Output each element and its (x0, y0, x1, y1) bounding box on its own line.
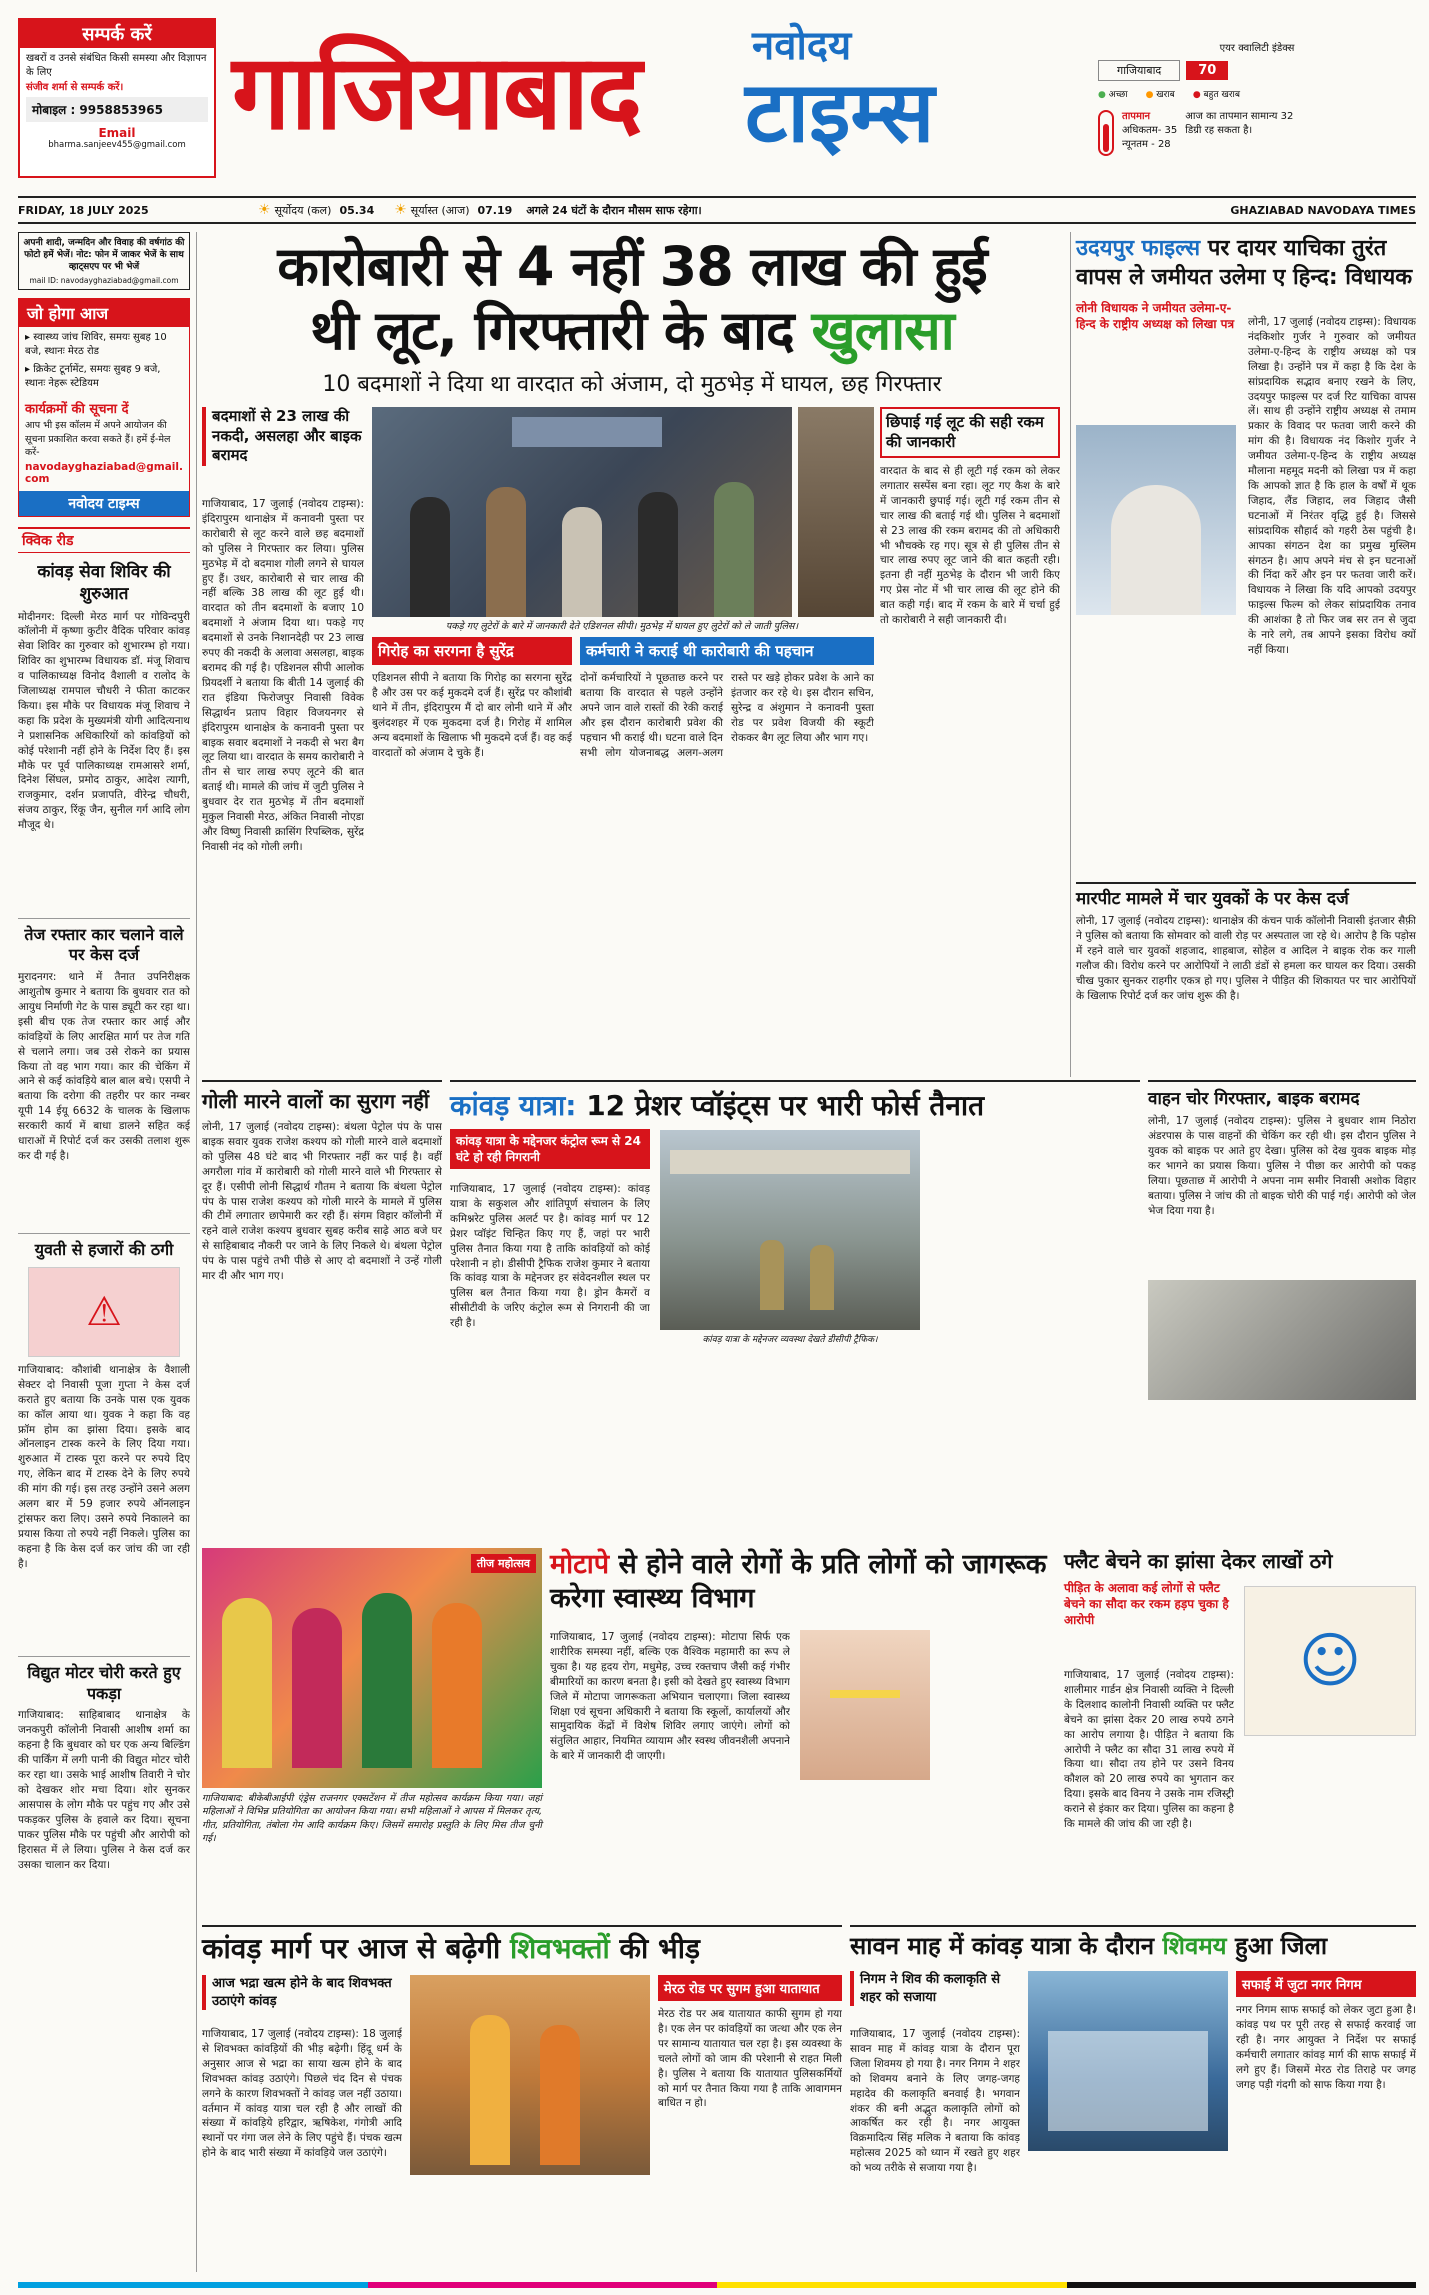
udaipur-mugshot (1076, 425, 1236, 615)
safai-body: नगर निगम साफ सफाई को लेकर जुटा हुआ है। कांवड़ पथ पर पूरी तरह से सफाई करवाई जा रही है। नगर आयुक्त ने निर्देश पर सफाई कर्मचारी लगातार कांवड़ मार्ग की साफ सफाई में लगे हुए हैं। जिसमें मेरठ रोड तिराहे पर जगह जगह पड़ी गंदगी को साफ किया गया है। (1236, 2004, 1416, 2091)
teej-label: तीज महोत्सव (471, 1554, 536, 1573)
contact-body: खबरों व उनसे संबंधित किसी समस्या और विज्ञापन के लिए (26, 53, 207, 78)
vahan-body-2 (1148, 1404, 1416, 1544)
karyakram-body: आप भी इस कॉलम में अपने आयोजन की सूचना प्रकाशित करवा सकते हैं। हमें ई-मेल करें- (25, 420, 171, 459)
temp-max: अधिकतम- 35 (1122, 125, 1178, 136)
box2-kicker: गिरोह का सरगना है सुरेंद्र (372, 637, 572, 665)
flat-kicker: पीड़ित के अलावा कई लोगों से फ्लैट बेचने का सौदा कर रकम हड़प चुका है आरोपी (1064, 1581, 1229, 1628)
lead-headline-line2: थी लूट, गिरफ्तारी के बाद खुलासा (310, 298, 954, 362)
jo-hoga-item: ▸ क्रिकेट टूर्नामेंट, समयः सुबह 9 बजे, स्थानः नेहरू स्टेडियम (25, 364, 161, 390)
udaipur-body-left (1076, 625, 1236, 875)
motape-body: गाजियाबाद, 17 जुलाई (नवोदय टाइम्स): मोटापा सिर्फ एक शारीरिक समस्या नहीं, बल्कि एक वैश्विक महामारी का रूप ले चुका है। यह हृदय रोग, मधुमेह, उच्च रक्तचाप जैसी कई गंभीर बीमारियों का कारण बनता है। इसी को देखते हुए स्वास्थ्य विभाग जिले में मोटापा जागरूकता अभियान चलाएगा। जिला स्वास्थ्य शिक्षा एवं सूचना अधिकारी ने बताया कि स्कूलों, कार्यालयों और सामुदायिक केंद्रों में विशेष शिविर लगाए जाएंगे। लोगों को संतुलित आहार, नियमित व्यायाम और स्वस्थ जीवनशैली अपनाने के बारे में जानकारी दी जाएगी। (550, 1631, 790, 1763)
promo-text: अपनी शादी, जन्मदिन और विवाह की वर्षगांठ की फोटो हमें भेजें। नोट: फोन में जाकर भेजें के साथ व्हाट्सएप पर भी भेजें (23, 238, 185, 273)
aqi-value: 70 (1186, 61, 1228, 80)
kanwar-story (450, 1080, 1140, 1540)
quick-item-title: विद्युत मोटर चोरी करते हुए पकड़ा (18, 1656, 190, 1705)
quick-item-body: गाजियाबाद: कौशांबी थानाक्षेत्र के वैशाली सेक्टर दो निवासी पूजा गुप्ता ने केस दर्ज कराते हुए बताया कि उनके पास एक युवक का कॉल आया था। युवक ने कहा कि वह फ्रॉम होम का झांसा दिया। इसके बाद ऑनलाइन टास्क करने के लिए दिया गया। शुरुआत में टास्क पूरा करने पर रुपये दिए गए, लेकिन बाद में टास्क देने के लिए रुपये की मांग की गई। इस तरह उन्होंने उसने अलग अलग बार में 59 हजार रुपये ऑनलाइन ट्रांसफर करा लिए। उसने रुपये निकालने का प्रयास किया तो रुपये नहीं निकले। पुलिस का कहना है कि केस दर्ज कर जांच की जा रही है। (18, 1363, 190, 1570)
column-divider (1070, 232, 1071, 1077)
box1-body: वारदात के बाद से ही लूटी गई रकम को लेकर लगातार सस्पेंस बना रहा। लूट गए कैश के बारे में जानकारी छुपाई गई। लूटी गई रकम तीन से चार लाख की बताई गई थी। पुलिस ने बदमाशों से 23 लाख की रकम बरामद की तो अधिकारी भी भौचक्के रह गए। सूत्र से ही पुलिस तीन से चार लाख रुपए लूट जाने की बात कहती रही। इतना ही नहीं मुठभेड़ के दौरान भी जारी किए गए प्रेस नोट में भी चार लाख की लूट होने की बात कही गई। बाद में रकम के बारे में चर्चा हुई तो कारोबारी ने सही जानकारी दी। (880, 465, 1060, 627)
meerut-body: मेरठ रोड पर अब यातायात काफी सुगम हो गया है। एक लेन पर कांवड़ियों का जत्था और एक लेन पर सामान्य यातायात चल रहा है। इस व्यवस्था के चलते लोगों को जाम की परेशानी से राहत मिली है। पुलिस ने बताया कि यातायात पुलिसकर्मियों को मार्ग पर तैनात किया गया है ताकि आवागमन बाधित न हो। (658, 2008, 842, 2110)
motape-body-2 (938, 1630, 1056, 1915)
cyber-icon: ⚠ (28, 1267, 180, 1357)
quick-item-body: मोदीनगर: दिल्ली मेरठ मार्ग पर गोविन्दपुरी कॉलोनी में कृष्णा कुटीर वैदिक परिवार कांवड़ सेवा शिविर का गुरुवार को शुभारम्भ हो गया। शिविर का शुभारम्भ विधायक डॉ. मंजू शिवाच व पालिकाध्यक्ष विनोद वैशाली व रालोद के जिलाध्यक्ष रामपाल चौधरी ने फीता काटकर किया। इस मौके पर विधायक मंजू शिवाच ने कहा कि प्रदेश के मुख्यमंत्री योगी आदित्यनाथ ने प्रशासनिक अधिकारियों को कांवड़ियों को कोई परेशानी नहीं होने के निर्देश दिए हैं। इस मौके पर पूर्व पालिकाध्यक्ष रामआसरे शर्मा, दिनेश सिंघल, प्रमोद ठाकुर, आदेश त्यागी, राजकुमार, दर्शन प्रजापति, वीरेन्द्र चौधरी, संजय ठाकुर, रिंकू जैन, सुनील गर्ग आदि लोग मौजूद थे। (18, 610, 190, 832)
safai-box (1236, 1971, 1416, 2272)
kanwar-body: गाजियाबाद, 17 जुलाई (नवोदय टाइम्स): कांवड़ यात्रा के सकुशल और शांतिपूर्ण संचालन के लिए कमिश्नरेट पुलिस अलर्ट पर है। कांवड़ मार्ग पर 12 प्रेशर प्वॉइंट चिन्हित किए गए हैं, जहां पर भारी पुलिस तैनात किया गया है ताकि कांवड़ियों को कोई परेशानी न हो। डीसीपी ट्रैफिक राजेश कुमार ने बताया कि कांवड़ यात्रा के मद्देनजर हर संवेदनशील स्थल पर पुलिस बल तैनात किया गया है। ड्रोन कैमरों व सीसीटीवी के जरिए कंट्रोल रूम से निगरानी की जा रही है। (450, 1183, 650, 1330)
box1 (880, 407, 1060, 827)
motape-photo (800, 1630, 930, 1780)
motape-body-3 (800, 1788, 930, 1915)
jo-hoga-item: ▸ स्वास्थ्य जांच शिविर, समयः सुबह 10 बजे, स्थानः मेरठ रोड (25, 332, 167, 358)
lead-headline (202, 235, 1062, 362)
flat-body: गाजियाबाद, 17 जुलाई (नवोदय टाइम्स): शालीमार गार्डन क्षेत्र निवासी व्यक्ति ने दिल्ली के दिलशाद कालोनी निवासी व्यक्ति पर फ्लैट बेचने का झांसा देकर 20 लाख रुपये ठगने का आरोप लगाया है। पीड़ित ने बताया कि आरोपी ने फ्लैट का सौदा 31 लाख रुपये में किया था। सौदा तय होने पर उसने विनय कौशल को 20 लाख रुपये का भुगतान कर दिया। इसके बाद विनय ने उसके नाम रजिस्ट्री कराने से इंकार कर दिया। पुलिस का कहना है कि मामले की जांच की जा रही है। (1064, 1669, 1234, 1831)
sawan-body: गाजियाबाद, 17 जुलाई (नवोदय टाइम्स): सावन माह में कांवड़ यात्रा के दौरान पूरा जिला शिवमय हो गया है। नगर निगम ने शहर को शिवमय बनाने के लिए जगह-जगह महादेव की कलाकृति बनवाई है। भगवान शंकर की बनी अद्भुत कलाकृति लोगों को आकर्षित कर रही है। नगर आयुक्त विक्रमादित्य सिंह मलिक ने बताया कि कांवड़ महोत्सव 2025 को ध्यान में रखते हुए शहर को भव्य तरीके से सजाया गया है। (850, 2028, 1020, 2175)
contact-title: सम्पर्क करें (20, 20, 214, 48)
meerut-box (658, 1975, 842, 2272)
temp-note: आज का तापमान सामान्य 32 डिग्री रह सकता है। (1185, 111, 1294, 136)
date-strip (18, 196, 1416, 224)
quick-item-body: मुरादनगर: थाने में तैनात उपनिरीक्षक आशुतोष कुमार ने बताया कि बुधवार रात को आयुध निर्माणी गेट के पास ड्यूटी कर रहा था। इसी बीच एक तेज रफ्तार कार आई और कांवड़ियों के लिए आरक्षित मार्ग पर तेज गति से चलाने लगा। जब उसे रोकने का प्रयास किया तो वह भाग गया। कार की चेकिंग में आने से कई कांवड़िये बाल बाल बचे। एसपी ने बताया कि दरोगा की तहरीर पर कार नम्बर यूपी 14 ईयू 6632 के चालक के खिलाफ सरकारी कार्य में बाधा डालने सहित कई धाराओं में रिपोर्ट दर्ज कर उसकी तलाश शुरू कर दी गई है। (18, 971, 190, 1162)
bheed-story (202, 1925, 842, 2275)
aqi-legend-very-bad: ● बहुत खराब (1192, 90, 1240, 100)
kanwar-headline: कांवड़ यात्रा: 12 प्रेशर प्वॉइंट्स पर भारी फोर्स तैनात (450, 1089, 985, 1122)
flat-headline: फ्लैट बेचने का झांसा देकर लाखों ठगे (1064, 1549, 1333, 1573)
udaipur-story (1076, 235, 1416, 875)
marpit-body: लोनी, 17 जुलाई (नवोदय टाइम्स): थानाक्षेत्र की कंचन पार्क कॉलोनी निवासी इंतजार सैफ़ी ने पुलिस को बताया कि सोमवार को वाली रोड़ पर अस्पताल जा रहे थे। आरोप है कि पड़ोस में रहने वाले चार युवकों शहजाद, शाहबाज, सोहेल व आदिल ने बाइक रोक कर गाली गलौज की। विरोध करने पर आरोपियों ने लाठी डंडों से हमला कर घायल कर दिया। उसकी चीख पुकार सुनकर राहगीर एकत्र हो गए। पुलिस ने पीड़ित की शिकायत पर चार आरोपियों के खिलाफ रिपोर्ट दर्ज कर जांच शुरू की है। (1076, 915, 1416, 1002)
kanwar-photo-caption: कांवड़ यात्रा के मद्देनजर व्यवस्था देखते डीसीपी ट्रैफिक। (702, 1335, 878, 1345)
contact-email-label: Email (98, 126, 136, 140)
kanwar-body-2 (660, 1350, 920, 1535)
paper-title-small: नवोदय (752, 23, 852, 69)
lead-body: गाजियाबाद, 17 जुलाई (नवोदय टाइम्स): इंदिरापुरम थानाक्षेत्र में कनावनी पुस्ता पर कारोबारी से लूट करने वाले छह बदमाशों को पुलिस ने गिरफ्तार कर लिया। पुलिस मुठभेड़ में दो बदमाश गोली लगने से घायल हुए हैं। उधर, कारोबारी से चार लाख की नहीं बल्कि 38 लाख की लूट हुई थी। वारदात को तीन बदमाशों के बजाए 10 बदमाशों ने अंजाम दिया था। पकड़े गए बदमाशों से उनके निशानदेही पर 23 लाख रुपए की नकदी के अलावा असलहा, बाइक बरामद की गई है। एडिशनल सीपी आलोक प्रियदर्शी ने बताया कि बीती 14 जुलाई की रात इंडिया फिरोजपुर निवासी विवेक सिद्धार्थन प्रताप विहार विजयनगर से इंदिरापुरम थानाक्षेत्र के कनावनी पुस्ता पर बाइक सवार बदमाशों ने नकदी से भरा बैग लूट लिया था। वारदात के समय कारोबारी ने तीन से चार लाख रुपए लूटने की बात बताई थी। मामले की जांच में जुटी पुलिस ने बुधवार देर रात मुठभेड़ में तीन बदमाशों मुकुल निवासी मेरठ, अंकित निवासी नोएडा और विष्णु निवासी क्रासिंग रिपब्लिक, सुरेंद्र निवासी नंद को गोली लगी। (202, 498, 364, 853)
box1-kicker: छिपाई गई लूट की सही रकम की जानकारी (880, 407, 1060, 458)
sawan-photo (1028, 1971, 1228, 2151)
box2-body: एडिशनल सीपी ने बताया कि गिरोह का सरगना सुरेंद्र है और उस पर कई मुकदमे दर्ज हैं। सुरेंद्र पर कौशांबी थाने में तीन, इंदिरापुरम मैं दो बार लोनी थाने में और बुलंदशहर में एक मुकदमा दर्ज है। गिरोह में शामिल अन्य बदमाशों के खिलाफ भी मुकदमे दर्ज हैं। वह कई वारदातों को अंजाम दे चुके हैं। (372, 672, 572, 759)
contact-email: bharma.sanjeev455@gmail.com (48, 140, 186, 150)
bheed-kicker: आज भद्रा खत्म होने के बाद शिवभक्त उठाएंगे कांवड़ (202, 1975, 402, 2010)
aqi-legend-bad: ● खराब (1145, 90, 1175, 100)
bheed-headline: कांवड़ मार्ग पर आज से बढ़ेगी शिवभक्तों की भीड़ (202, 1932, 700, 1965)
sunrise-label: सूर्योदय (कल) (274, 203, 332, 217)
lead-photo-caption: पकड़े गए लुटेरों के बारे में जानकारी देते एडिशनल सीपी। मुठभेड़ में घायल हुए लुटेरों को ले जाती पुलिस। (445, 621, 799, 632)
marpit-story (1076, 882, 1416, 1072)
paper-title-left: गाजियाबाद (232, 31, 641, 153)
sawan-kicker: निगम ने शिव की कलाकृति से शहर को सजाया (850, 1971, 1020, 2006)
udaipur-headline: उदयपुर फाइल्स पर दायर याचिका तुरंत वापस ले जमीयत उलेमा ए हिन्द: विधायक (1076, 236, 1413, 290)
marpit-headline: मारपीट मामले में चार युवकों के पर केस दर्ज (1076, 889, 1349, 909)
quick-item-body: गाजियाबाद: साहिबाबाद थानाक्षेत्र के जनकपुरी कॉलोनी निवासी आशीष शर्मा का कहना है कि बुधवार को घर एक अन्य बिल्डिंग की पार्किंग में लगी पानी की विद्युत मोटर चोरी कर रहा था। उसके भाई आशीष तिवारी ने चोर को देखकर शोर मचा दिया। शोर सुनकर आसपास के लोग मौके पर पहुंच गए और उसे पकड़कर पुलिस के हवाले कर दिया। सूचना पाकर पुलिस मौके पर पहुंची और आरोपी को हिरासत में ले लिया। पुलिस ने केस दर्ज कर उसका चालान कर दिया। (18, 1709, 190, 1871)
bheed-body: गाजियाबाद, 17 जुलाई (नवोदय टाइम्स): 18 जुलाई से शिवभक्त कांवड़ियों की भीड़ बढ़ेगी। हिंदू धर्म के अनुसार आज से भद्रा का साया खत्म होने के बाद शिवभक्त कांवड़ उठाएंगे। पिछले चंद दिन से पंचक लगने के कारण शिवभक्तों ने कांवड़ जल नहीं उठाया। वर्तमान में कांवड़ यात्रा चल रही है और लाखों की संख्या में कांवड़िये हरिद्वार, ऋषिकेश, गंगोत्री आदि स्थानों पर गंगा जल लेने के लिए पहुंचे हैं। पंचक खत्म होने के बाद भारी संख्या में कांवड़िये जल उठाएंगे। (202, 2028, 402, 2160)
color-bar (18, 2282, 1416, 2288)
sawan-story (850, 1925, 1416, 2275)
quick-item-title: कांवड़ सेवा शिविर की शुरुआत (37, 562, 171, 605)
teej-photo (202, 1548, 542, 1788)
motape-story (550, 1548, 1056, 1918)
lead-photo (372, 407, 792, 617)
promo-email: mail ID: navodayghaziabad@gmail.com (29, 276, 179, 286)
date: FRIDAY, 18 JULY 2025 (18, 203, 149, 217)
jo-hoga-box (18, 298, 190, 517)
sunset-icon: ☀ (394, 202, 407, 218)
kanwar-photo (660, 1130, 920, 1330)
box3 (580, 637, 874, 1047)
sunrise-time: 05.34 (339, 203, 375, 217)
flat-cartoon: ☺ (1244, 1586, 1416, 1736)
quick-item-title: युवती से हजारों की ठगी (18, 1233, 190, 1261)
sawan-headline: सावन माह में कांवड़ यात्रा के दौरान शिवमय हुआ जिला (850, 1932, 1328, 1960)
meerut-kicker: मेरठ रोड पर सुगम हुआ यातायात (658, 1975, 842, 2001)
kanwar-kicker: कांवड़ यात्रा के मद्देनजर कंट्रोल रूम से 24 घंटे हो रही निगरानी (450, 1129, 650, 1169)
sun-icon: ☀ (258, 202, 271, 218)
teej-story (202, 1548, 542, 1918)
lead-headline-line1: कारोबारी से 4 नहीं 38 लाख की हुई (277, 235, 987, 298)
udaipur-body: लोनी, 17 जुलाई (नवोदय टाइम्स): विधायक नंदकिशोर गुर्जर ने गुरुवार को जमीयत उलेमा-ए-हिन्द के राष्ट्रीय अध्यक्ष को पत्र लिखा है। उन्होंने पत्र में कहा है कि देश के सांप्रदायिक सद्भाव बनाए रखने के लिए, उदयपुर फाइल्स पर दर्ज रिट याचिका वापस लें। साथ ही उन्होंने राष्ट्रीय अध्यक्ष से तमाम प्रकार के विवाद पर फतवा जारी करने की मांग की है। विधायक नंद किशोर गुर्जर ने जमीयत उलेमा-ए-हिन्द के राष्ट्रीय अध्यक्ष मौलाना महमूद मदनी को लिखा पत्र में कहा कि आपको ज्ञात है कि हाल के वर्षों में थूक जिहाद, लैंड जिहाद, लव जिहाद जैसी घटनाओं में निरंतर वृद्धि हुई है। जिससे सांप्रदायिक सौहार्द को गहरी ठेस पहुंची है। आपका संगठन देश का प्रमुख मुस्लिम संगठन है। आप अपने मंच से इन घटनाओं की निंदा करें और इन पर फतवा जारी करें। विधायक ने लिखा कि यदि आपको उदयपुर फाइल्स फिल्म को लेकर सांप्रदायिक तनाव की आशंका है तो फिर जब सर तन से जुदा के नारे लगे, तब आपने इसका विरोध क्यों नहीं किया। (1248, 316, 1416, 656)
quick-item-title: तेज रफ्तार कार चलाने वाले पर केस दर्ज (18, 918, 190, 967)
flat-story (1064, 1548, 1416, 1918)
contact-box (18, 18, 216, 178)
vahan-headline: वाहन चोर गिरफ्तार, बाइक बरामद (1148, 1089, 1360, 1109)
temp-min: न्यूनतम - 28 (1122, 139, 1171, 150)
goli-body: लोनी, 17 जुलाई (नवोदय टाइम्स): बंथला पेट्रोल पंप के पास बाइक सवार युवक राजेश कश्यप को गोली मारने वाले बदमाशों को पुलिस 48 घंटे बाद भी गिरफ्तार नहीं कर पाई है। वहीं अगरौला गांव में कारोबारी को गोली मारने वाले भी गिरफ्तार से दूर हैं। एसीपी लोनी सिद्धार्थ गौतम ने बताया कि बंथला पेट्रोल पंप के पास राजेश कश्यप को गोली मारने के मामले में पुलिस की टीमें लगातार छापेमारी कर रही हैं। संगम विहार कॉलोनी में रहने वाले राजेश कश्यप बुधवार सुबह करीब साढ़े आठ बजे घर से साहिबाबाद नौकरी पर जाने के लिए निकले थे। बंथला पेट्रोल पंप के पास पहुंचे तभी पीछे से आए दो बदमाशों ने उन्हें गोली मार दी और भाग गए। (202, 1121, 442, 1283)
promo-box (18, 232, 190, 290)
contact-mobile: मोबाइल : 9958853965 (26, 97, 208, 122)
contact-person: संजीव शर्मा से सम्पर्क करें। (26, 82, 124, 93)
lead-photo-2 (798, 407, 874, 617)
temp-label: तापमान (1122, 111, 1151, 122)
jo-hoga-title: जो होगा आज (19, 299, 189, 327)
sawan-body-2 (1028, 2157, 1228, 2272)
lead-story (202, 235, 1062, 1055)
box3-kicker: कर्मचारी ने कराई थी कारोबारी की पहचान (580, 637, 874, 665)
aqi-title: एयर क्वालिटी इंडेक्स (1219, 43, 1295, 54)
sunset-label: सूर्यास्त (आज) (410, 203, 470, 217)
lead-side-kicker: बदमाशों से 23 लाख की नकदी, असलहा और बाइक बरामद (202, 407, 364, 466)
goli-headline: गोली मारने वालों का सुराग नहीं (202, 1089, 430, 1113)
vahan-body: लोनी, 17 जुलाई (नवोदय टाइम्स): पुलिस ने बुधवार शाम निठोरा अंडरपास के पास वाहनों की चेकिंग कर रही थी। इस दौरान पुलिस ने युवक को बाइक पर आते हुए देखा। पुलिस को देख युवक बाइक मोड़ कर भागने का प्रयास किया। पुलिस ने पीछा कर आरोपी को पकड़ लिया। पूछताछ में आरोपी ने अपना नाम समीर निवासी अशोक विहार बताया। पुलिस ने जांच की तो बाइक चोरी की पाई गई। आरोपी को जेल भेज दिया गया है। (1148, 1115, 1416, 1217)
teej-caption: गाजियाबाद: बीकेबीआईपी एंड्रेस राजनगर एक्सटेंशन में तीज महोत्सव कार्यक्रम किया गया। जहां महिलाओं ने विभिन्न प्रतियोगिता का आयोजन किया गया। सभी महिलाओं ने आपस में मिलकर तृत्य, गीत, प्रतियोगिता, तंबोला गेम आदि कार्यक्रम किए। जिसमें समारोह प्रस्तुति के लिए मिस तीज चुनी गई। (202, 1793, 542, 1844)
karyakram-title: कार्यक्रमों की सूचना दें (25, 402, 129, 418)
udaipur-kicker: लोनी विधायक ने जमीयत उलेमा-ए-हिन्द के राष्ट्रीय अध्यक्ष को लिखा पत्र (1076, 301, 1235, 332)
aqi-city: गाजियाबाद (1098, 60, 1180, 81)
paper-name: GHAZIABAD NAVODAYA TIMES (1230, 203, 1416, 217)
kanwar-body-3 (928, 1130, 1138, 1535)
masthead (0, 0, 1429, 195)
badge: नवोदय टाइम्स (19, 491, 189, 516)
aqi-legend-good: ● अच्छा (1098, 90, 1128, 100)
box3-body: दोनों कर्मचारियों ने पूछताछ करने पर बताया कि वारदात से पहले उन्होंने अपने जान वाले रास्तों की रेकी कराई और इस दौरान कारोबारी प्रवेश की पहचान भी कराई थी। घटना वाले दिन सभी लोग योजनाबद्ध अलग-अलग रास्ते पर खड़े होकर प्रवेश के आने का इंतजार कर रहे थे। इस दौरान सचिन, सुरेन्द्र व अंशुमान ने कनावनी पुस्ता रोड पर प्रवेश विजयी की स्कूटी रोककर बैग लूट लिया और भाग गए। (580, 672, 874, 759)
bheed-body-2 (410, 2182, 650, 2272)
motape-headline: मोटापे से होने वाले रोगों के प्रति लोगों को जागरूक करेगा स्वास्थ्य विभाग (550, 1549, 1047, 1614)
lead-subhead: 10 बदमाशों ने दिया था वारदात को अंजाम, दो मुठभेड़ में घायल, छह गिरफ्तार (322, 372, 942, 398)
bheed-photo (410, 1975, 650, 2175)
goli-story (202, 1080, 442, 1540)
karyakram-email: navodayghaziabad@gmail.com (25, 461, 183, 486)
vahan-photo (1148, 1280, 1416, 1400)
column-divider (196, 232, 197, 2272)
flat-body-2 (1244, 1744, 1416, 1914)
quick-read-label: क्विक रीड (18, 527, 190, 553)
box2 (372, 637, 572, 1047)
sunset-time: 07.19 (477, 203, 513, 217)
left-column (18, 232, 190, 2272)
safai-kicker: सफाई में जुटा नगर निगम (1236, 1971, 1416, 1997)
paper-title-right: टाइम्स (745, 63, 935, 161)
thermometer-icon (1098, 110, 1114, 156)
vahan-story (1148, 1080, 1416, 1540)
weather-panel (1098, 40, 1416, 180)
weather-line: अगले 24 घंटों के दौरान मौसम साफ रहेगा। (526, 203, 702, 217)
